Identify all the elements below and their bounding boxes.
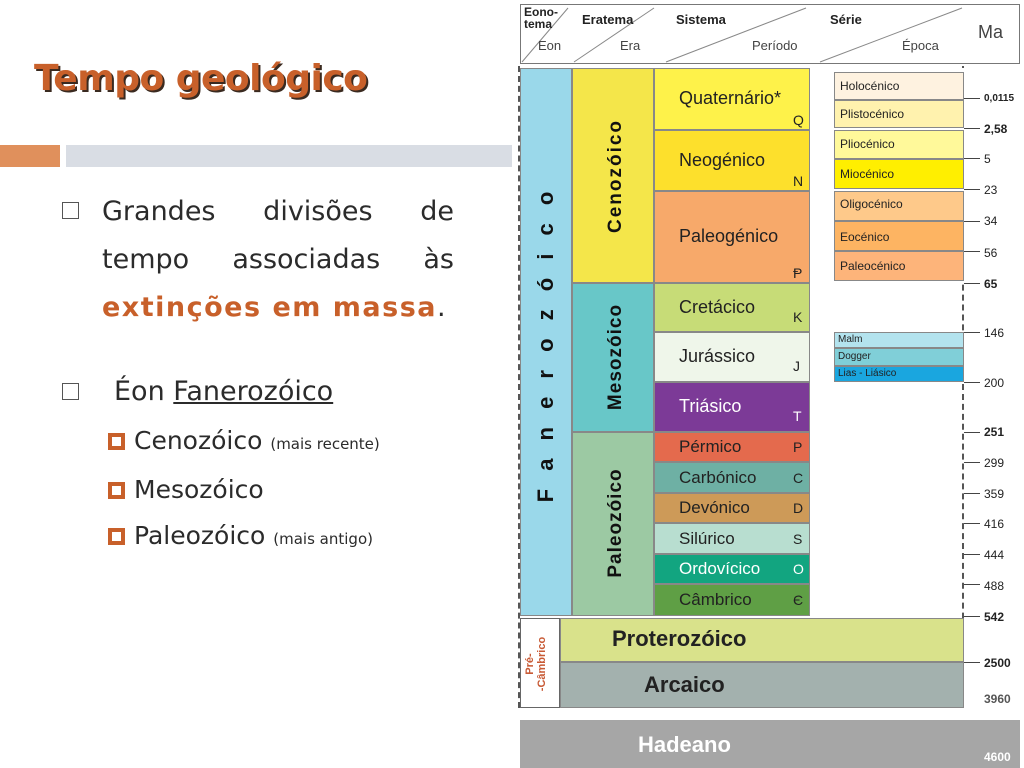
period-block — [654, 554, 810, 584]
sub-item-mesozoico — [62, 467, 454, 513]
period-block — [654, 191, 810, 283]
slide-title: Tempo geológico — [34, 58, 368, 99]
hadeano-block — [520, 720, 1020, 768]
period-symbol: T — [793, 408, 802, 424]
bullet-text — [102, 188, 454, 332]
period-block — [654, 493, 810, 523]
epoch-label: Malm — [838, 334, 863, 345]
header-eratema: Eratema — [582, 12, 634, 27]
period-symbol: P — [793, 439, 803, 455]
header-era: Era — [620, 38, 641, 53]
age-label: 56 — [984, 246, 998, 260]
header-eonotema: Eono- tema — [524, 5, 558, 31]
age-tick — [964, 221, 980, 222]
period-name: Neogénico — [679, 150, 766, 170]
header-serie: Série — [830, 12, 862, 27]
epoch-label: Paleocénico — [840, 259, 906, 273]
period-name: Devónico — [679, 498, 750, 517]
age-label: 0,0115 — [984, 93, 1015, 104]
period-name: Silúrico — [679, 529, 735, 548]
square-bullet-icon — [62, 202, 79, 219]
age-label: 65 — [984, 277, 998, 291]
period-symbol: J — [793, 358, 800, 374]
age-tick — [964, 462, 980, 463]
period-block — [654, 584, 810, 616]
period-block — [654, 462, 810, 493]
accent-bar-gray — [66, 145, 512, 167]
epoch-label: Dogger — [838, 351, 871, 362]
accent-bar-orange — [0, 145, 60, 167]
age-tick — [964, 189, 980, 190]
epoch-label: Pliocénico — [840, 137, 895, 151]
period-name: Carbónico — [679, 468, 757, 487]
era-cenozoico-label: Cenozóico — [605, 118, 626, 234]
age-tick — [964, 382, 980, 383]
age-label: 4600 — [984, 750, 1011, 764]
epoch-label: Lias - Liásico — [838, 368, 897, 379]
header-diagonals — [516, 0, 1024, 70]
period-name: Ordovícico — [679, 559, 761, 578]
epoch-label: Miocénico — [840, 167, 895, 181]
header-periodo: Período — [752, 38, 798, 53]
hadeano-label: Hadeano — [638, 732, 731, 757]
bullet-eon-prefix: Éon — [114, 376, 165, 407]
sub-item-paleozoico — [62, 513, 454, 562]
epoch-label: Holocénico — [840, 79, 900, 93]
age-label: 34 — [984, 214, 998, 228]
period-name: Paleogénico — [679, 226, 779, 246]
square-bullet-icon — [62, 383, 79, 400]
age-tick — [964, 584, 980, 585]
bullet-text-end: . — [437, 292, 446, 323]
age-tick — [964, 283, 980, 284]
bullet-text-main: Grandes divisões de tempo associadas às — [102, 196, 454, 275]
age-label: 2500 — [984, 656, 1011, 670]
header-ma: Ma — [978, 22, 1004, 42]
age-tick — [964, 251, 980, 252]
age-label: 444 — [984, 548, 1005, 562]
period-block — [654, 432, 810, 462]
geologic-time-chart — [516, 0, 1024, 768]
age-label: 359 — [984, 487, 1005, 501]
age-tick — [964, 616, 980, 617]
period-block — [654, 283, 810, 332]
age-tick — [964, 432, 980, 433]
bullet-item-extinctions — [62, 188, 454, 332]
period-symbol: K — [793, 309, 803, 325]
arcaico-label: Arcaico — [644, 672, 725, 697]
period-symbol: O — [793, 561, 804, 577]
period-name: Pérmico — [679, 437, 742, 456]
age-label: 200 — [984, 376, 1005, 390]
period-name: Jurássico — [679, 346, 756, 366]
period-symbol: N — [793, 173, 804, 189]
header-sistema: Sistema — [676, 12, 726, 27]
period-block — [654, 130, 810, 191]
age-label: 3960 — [984, 692, 1011, 706]
bullet-list — [62, 188, 454, 562]
sub-item-note: (mais antigo) — [273, 530, 373, 548]
period-symbol: D — [793, 500, 804, 516]
epoch-label: Oligocénico — [840, 197, 903, 211]
age-label: 23 — [984, 183, 998, 197]
age-label: 5 — [984, 152, 991, 166]
age-label: 299 — [984, 456, 1005, 470]
proterozoico-label: Proterozóico — [612, 626, 747, 651]
bullet-item-eon — [62, 374, 454, 410]
period-name: Triásico — [679, 396, 742, 416]
period-symbol: S — [793, 531, 803, 547]
header-epoca: Época — [902, 38, 939, 53]
sub-item-label: Cenozóico — [134, 426, 263, 455]
epoch-label: Plistocénico — [840, 107, 905, 121]
age-label: 488 — [984, 579, 1005, 593]
period-block — [654, 68, 810, 130]
eon-fanerozoico-label: F a n e r o z ó i c o — [533, 185, 558, 503]
sub-item-label: Paleozóico — [134, 521, 266, 550]
header-eon: Eon — [538, 38, 562, 53]
era-mesozoico-label: Mesozóico — [605, 303, 626, 411]
age-tick — [964, 554, 980, 555]
period-block — [654, 382, 810, 432]
sub-bullet-icon — [108, 433, 125, 450]
period-name: Quaternário* — [679, 88, 782, 108]
age-tick — [964, 128, 980, 129]
eon-precambrico-label: Pré- -Câmbrico — [524, 636, 548, 692]
age-label: 146 — [984, 326, 1005, 340]
fanerozoico-link[interactable]: Fanerozóico — [173, 376, 334, 407]
age-tick — [964, 158, 980, 159]
period-name: Câmbrico — [679, 590, 752, 609]
sub-bullet-icon — [108, 528, 125, 545]
age-label: 416 — [984, 517, 1005, 531]
age-tick — [964, 662, 980, 663]
period-symbol: Q — [793, 112, 804, 128]
period-block — [654, 332, 810, 382]
sub-item-cenozoico — [62, 418, 454, 467]
period-symbol: Ᵽ — [793, 265, 803, 281]
age-label: 542 — [984, 610, 1005, 624]
period-symbol: Є — [793, 592, 804, 608]
age-label: 2,58 — [984, 122, 1008, 136]
age-tick — [964, 523, 980, 524]
period-name: Cretácico — [679, 297, 756, 317]
age-tick — [964, 493, 980, 494]
sub-bullet-icon — [108, 482, 125, 499]
arcaico-block — [560, 662, 964, 708]
bullet-highlight: extinções em massa — [102, 292, 438, 323]
age-label: 251 — [984, 425, 1005, 439]
sub-item-note: (mais recente) — [270, 435, 380, 453]
period-block — [654, 523, 810, 554]
period-symbol: C — [793, 470, 804, 486]
age-tick — [964, 98, 980, 99]
sub-item-label: Mesozóico — [134, 475, 264, 504]
age-tick — [964, 332, 980, 333]
era-paleozoico-label: Paleozóico — [605, 468, 626, 578]
epoch-label: Eocénico — [840, 230, 890, 244]
